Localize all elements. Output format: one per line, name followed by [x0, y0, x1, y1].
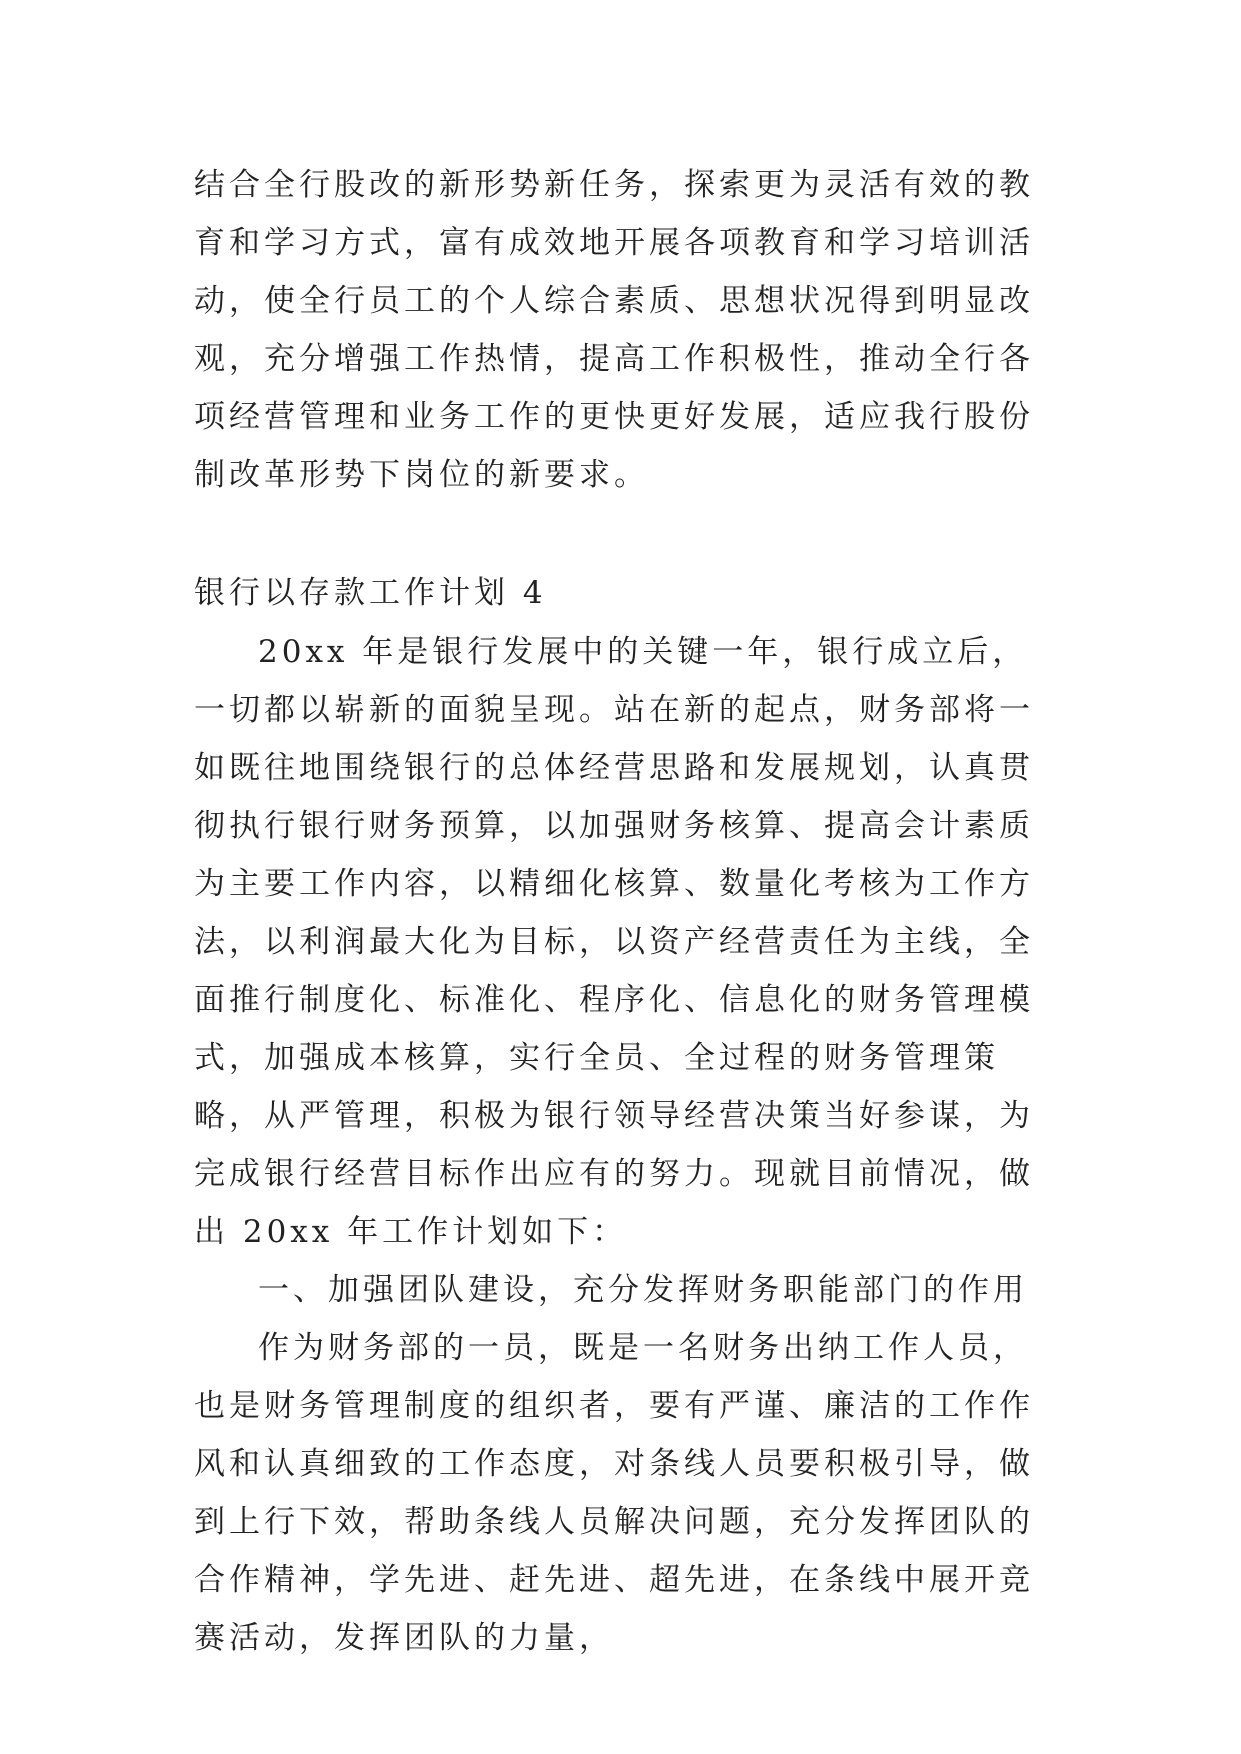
plan-body-section	[194, 623, 1054, 1667]
section-1-title: 一、加强团队建设，充分发挥财务职能部门的作用	[258, 1272, 1028, 1308]
body-paragraph-1: 20xx 年是银行发展中的关键一年，银行成立后，一切都以崭新的面貌呈现。站在新的起点，财务部将一如既往地围绕银行的总体经营思路和发展规划，认真贯彻执行银行财务预算，以加强财务核算、提高会计素质为主要工作内容，以精细化核算、数量化考核为工作方法，以利润最大化为目标，以资产经营责任为主线，全面推行制度化、标准化、程序化、信息化的财务管理模式，加强成本核算，实行全员、全过程的财务管理策略，从严管理，积极为银行领导经营决策当好参谋，为完成银行经营目标作出应有的努力。现就目前情况，做出 20xx 年工作计划如下：	[194, 634, 1034, 1250]
plan-heading-section	[194, 564, 1054, 622]
body-paragraph-2: 作为财务部的一员，既是一名财务出纳工作人员，也是财务管理制度的组织者，要有严谨、廉洁的工作作风和认真细致的工作态度，对条线人员要积极引导，做到上行下效，帮助条线人员解决问题，充分发挥团队的合作精神，学先进、赶先进、超先进，在条线中展开竞赛活动，发挥团队的力量，	[194, 1330, 1034, 1656]
intro-section	[194, 156, 1054, 504]
intro-paragraph: 结合全行股改的新形势新任务，探索更为灵活有效的教育和学习方式，富有成效地开展各项教育和学习培训活动，使全行员工的个人综合素质、思想状况得到明显改观，充分增强工作热情，提高工作积极性，推动全行各项经营管理和业务工作的更快更好发展，适应我行股份制改革形势下岗位的新要求。	[194, 167, 1034, 493]
document-heading: 银行以存款工作计划 4	[194, 575, 547, 611]
